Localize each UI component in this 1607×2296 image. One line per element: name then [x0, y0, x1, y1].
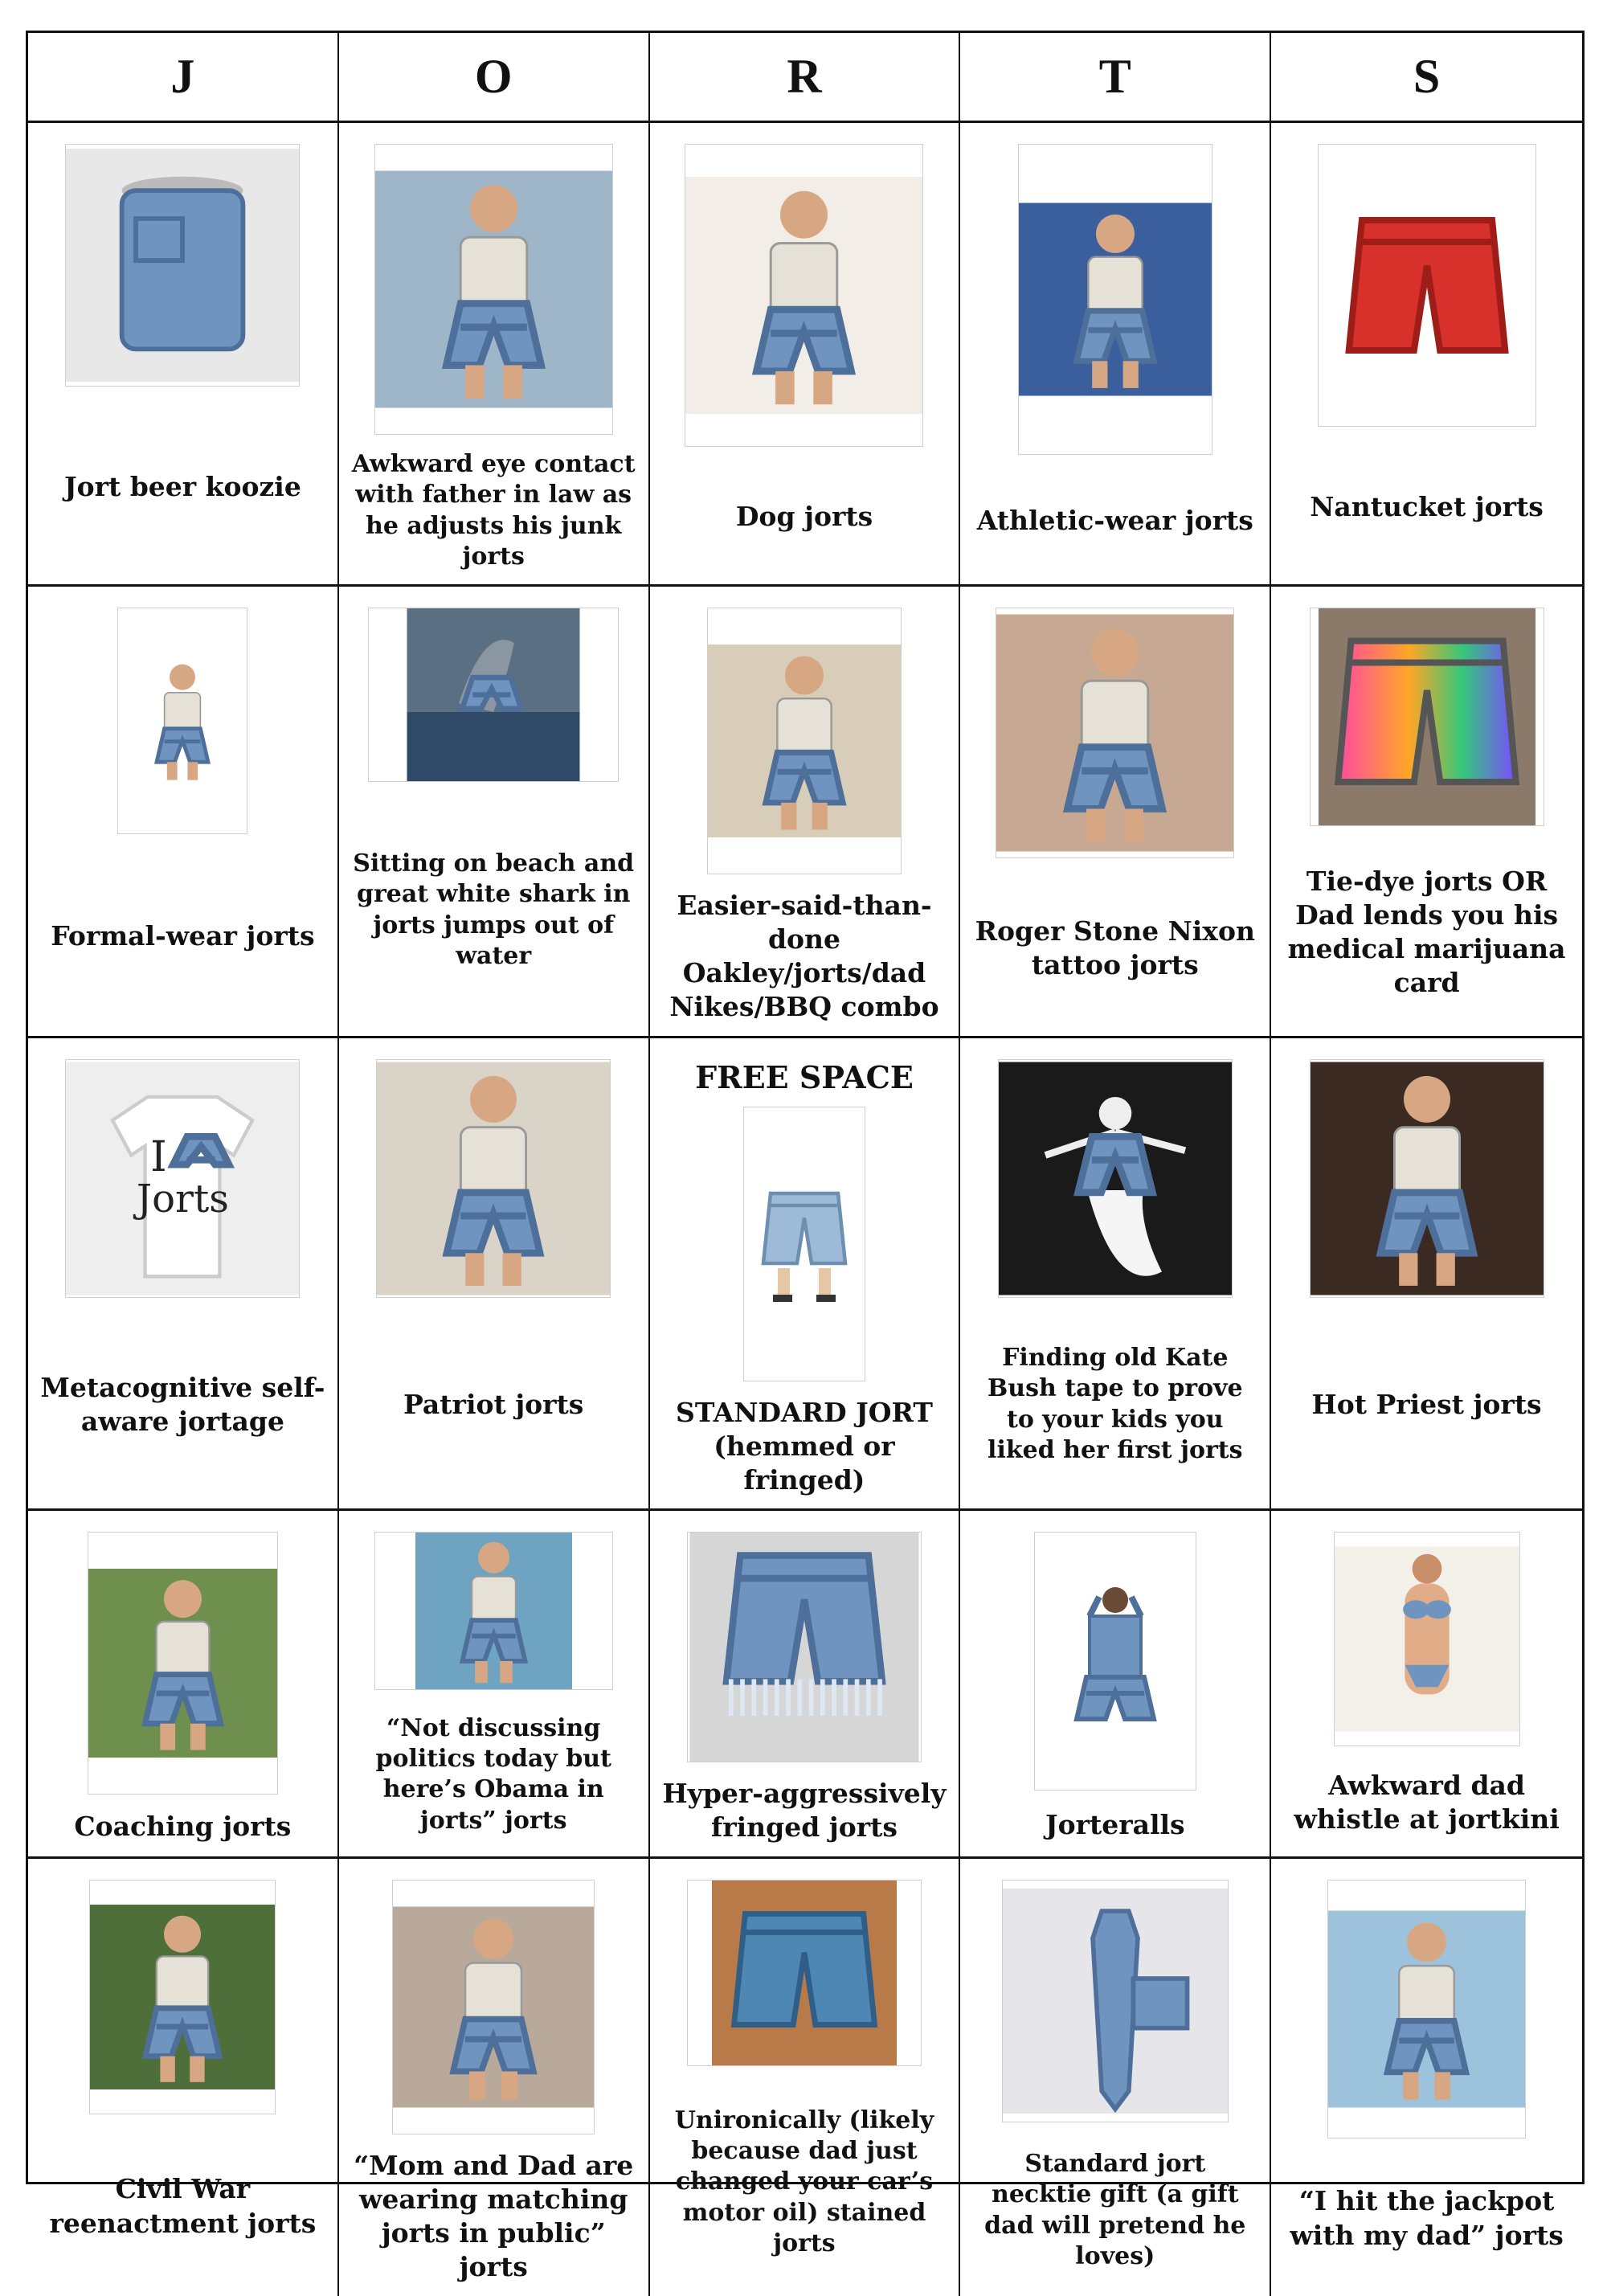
- i-love-jorts-shirt-icon: [65, 1059, 300, 1298]
- shirt-i-text: I: [150, 1132, 167, 1181]
- square-caption: Awkward dad whistle at jortkini: [1294, 1770, 1560, 1836]
- square-caption: Dog jorts: [735, 501, 873, 533]
- soldiers-icon: [89, 1880, 276, 2114]
- red-shorts-icon: [1318, 144, 1536, 427]
- square-caption: Hyper-aggressively fringed jorts: [662, 1778, 947, 1844]
- coach-icon: [88, 1532, 278, 1795]
- square-caption: Jort beer koozie: [63, 470, 301, 502]
- tie-dye-shorts-icon: [1310, 608, 1544, 826]
- bingo-square[interactable]: [1271, 1038, 1582, 1512]
- shark-icon: [368, 608, 619, 782]
- back-tattoo-icon: [996, 608, 1234, 858]
- square-caption: Jorteralls: [1045, 1808, 1185, 1840]
- header-letter-s: S: [1271, 33, 1582, 123]
- bingo-square[interactable]: [650, 587, 961, 1038]
- square-caption: Standard jort necktie gift (a gift dad will pretend he loves): [984, 2149, 1246, 2271]
- couple-icon: [392, 1880, 595, 2134]
- standard-jort-icon: [743, 1107, 865, 1381]
- free-space-label: FREE SPACE: [695, 1058, 914, 1095]
- square-caption: “I hit the jackpot with my dad” jorts: [1290, 2185, 1564, 2251]
- square-caption: Athletic-wear jorts: [976, 505, 1253, 537]
- bingo-square[interactable]: [650, 1038, 961, 1512]
- bingo-square[interactable]: [960, 1038, 1271, 1512]
- bingo-square[interactable]: [960, 587, 1271, 1038]
- square-caption: Sitting on beach and great white shark in jorts jumps out of water: [353, 849, 635, 970]
- square-caption: Unironically (likely because dad just changed your car’s motor oil) stained jorts: [674, 2106, 934, 2258]
- dancer-icon: [998, 1059, 1233, 1298]
- bingo-square[interactable]: [1271, 123, 1582, 587]
- shirt-jorts-text: Jorts: [136, 1176, 229, 1222]
- square-caption: “Not discussing politics today but here’s Obama in jorts” jorts: [375, 1713, 611, 1835]
- square-caption: Finding old Kate Bush tape to prove to your kids you liked her first jorts: [987, 1344, 1243, 1465]
- paddleboard-icon: [374, 1532, 613, 1690]
- bingo-square[interactable]: [28, 1038, 339, 1512]
- man-in-jorts-icon: [374, 144, 613, 435]
- header-letter-r: R: [650, 33, 961, 123]
- bbq-dad-icon: [707, 608, 902, 874]
- square-caption: Coaching jorts: [74, 1811, 292, 1843]
- square-caption: “Mom and Dad are wearing matching jorts in public” jorts: [354, 2149, 634, 2283]
- header-letter-o: O: [339, 33, 650, 123]
- square-caption: STANDARD JORT (hemmed or fringed): [676, 1396, 933, 1496]
- bingo-square[interactable]: [650, 123, 961, 587]
- bingo-square[interactable]: [28, 123, 339, 587]
- header-letter-j: J: [28, 33, 339, 123]
- bingo-square[interactable]: [339, 587, 650, 1038]
- square-caption: Tie-dye jorts OR Dad lends you his medical marijuana card: [1287, 865, 1566, 999]
- bingo-square[interactable]: [339, 1511, 650, 1858]
- denim-necktie-icon: [1002, 1880, 1229, 2122]
- square-caption: Metacognitive self-aware jortage: [40, 1371, 325, 1437]
- square-caption: Easier-said-than-done Oakley/jorts/dad Nikes/BBQ combo: [669, 889, 939, 1023]
- bingo-square[interactable]: [960, 1511, 1271, 1858]
- bingo-square[interactable]: [650, 1859, 961, 2296]
- flag-jorts-icon: [376, 1059, 611, 1298]
- square-caption: Nantucket jorts: [1310, 490, 1544, 522]
- overalls-icon: [1034, 1532, 1196, 1791]
- square-caption: Roger Stone Nixon tattoo jorts: [975, 915, 1255, 981]
- denim-koozie-icon: [65, 144, 300, 387]
- bingo-square[interactable]: [339, 1859, 650, 2296]
- bingo-square[interactable]: [650, 1511, 961, 1858]
- tennis-player-icon: [1018, 144, 1212, 455]
- bingo-square[interactable]: [1271, 587, 1582, 1038]
- square-caption: Awkward eye contact with father in law as he adjusts his junk jorts: [351, 450, 636, 571]
- jortkini-icon: [1334, 1532, 1520, 1746]
- stained-jorts-icon: [687, 1880, 922, 2066]
- square-caption: Patriot jorts: [403, 1388, 584, 1420]
- fringed-jorts-icon: [687, 1532, 922, 1762]
- header-letter-t: T: [960, 33, 1271, 123]
- bingo-square[interactable]: [1271, 1511, 1582, 1858]
- priest-icon: [1310, 1059, 1544, 1298]
- square-caption: Hot Priest jorts: [1311, 1388, 1542, 1420]
- bingo-square[interactable]: [339, 123, 650, 587]
- bingo-square[interactable]: [28, 1859, 339, 2296]
- dog-in-jorts-icon: [685, 144, 923, 447]
- bingo-square[interactable]: [28, 1511, 339, 1858]
- square-caption: Civil War reenactment jorts: [49, 2173, 317, 2239]
- square-caption: Formal-wear jorts: [51, 919, 315, 952]
- bingo-square[interactable]: [339, 1038, 650, 1512]
- jorts-bingo-board: [26, 31, 1585, 2283]
- bingo-square[interactable]: [960, 1859, 1271, 2296]
- bingo-square[interactable]: [960, 123, 1271, 587]
- desert-man-icon: [1327, 1880, 1526, 2138]
- bingo-square[interactable]: [1271, 1859, 1582, 2296]
- bingo-square[interactable]: [28, 587, 339, 1038]
- tuxedo-jorts-icon: [117, 608, 247, 834]
